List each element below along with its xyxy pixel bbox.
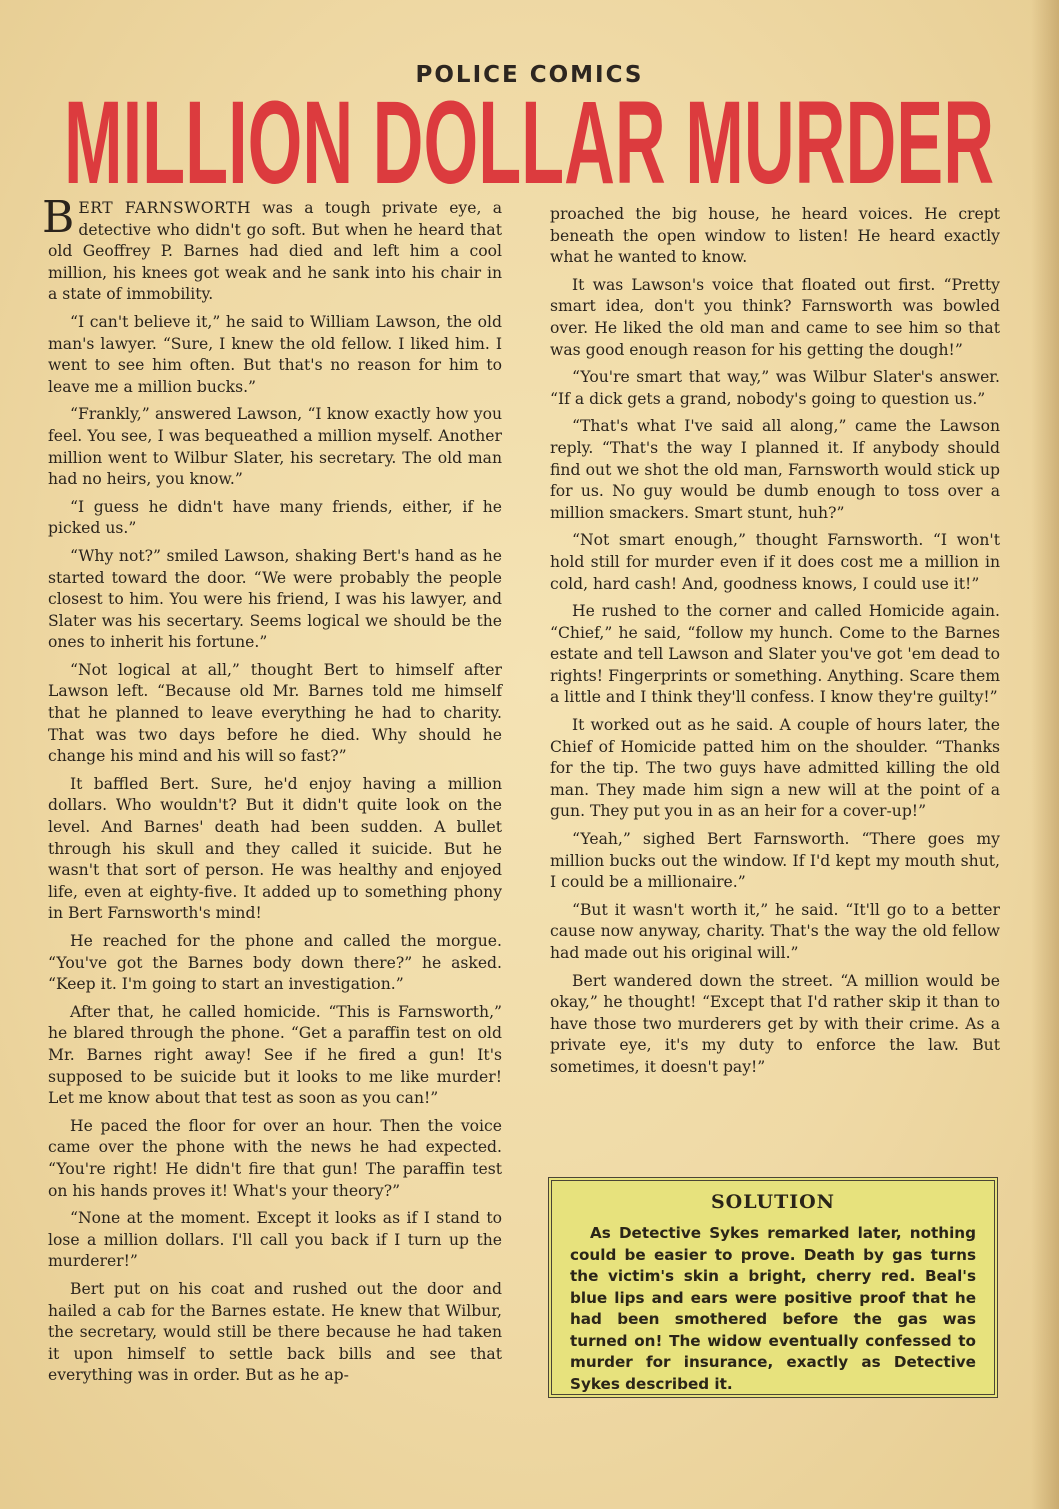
lead-caps: ERT FARNSWORTH <box>78 199 251 217</box>
story-column-right <box>550 204 1000 1085</box>
story-paragraph-5: “Why not?” smiled Lawson, shaking Bert's hand as he started toward the door. “We were probably the people closest to him. You were his friend, I was his lawyer, and Slater was his secertary. Seems logical we should be the ones to inherit his fortune.” <box>48 546 502 652</box>
story-paragraph-21: “But it wasn't worth it,” he said. “It'll go to a better cause now anyway, charity. That's the way the old fellow had made out his original will.” <box>550 900 1000 962</box>
story-paragraph-1-text: was a tough private eye, a detective who didn't go soft. But when he heard that old Geoffrey P. Barnes had died and left him a cool million, his knees got weak and he sank into his chair in a state of immobility. <box>48 199 503 304</box>
story-paragraph-2: “I can't believe it,” he said to William Lawson, the old man's lawyer. “Sure, I knew the old fellow. I liked him. I went to see him often. But that's no reason for him to leave me a million bucks.” <box>48 312 502 396</box>
story-paragraph-3: “Frankly,” answered Lawson, “I know exactly how you feel. You see, I was bequeathed a million myself. Another million went to Wilbur Slater, his secretary. The old man had no heirs, you know.” <box>48 405 502 489</box>
story-paragraph-19: It worked out as he said. A couple of hours later, the Chief of Homicide patted him on the shoulder. “Thanks for the tip. The two guys have admitted killing the old man. They made him sign a new will at the point of a gun. They put you in as an heir for a cover-up!” <box>550 716 1000 821</box>
story-paragraph-12: Bert put on his coat and rushed out the door and hailed a cab for the Barnes estate. He knew that Wilbur, the secretary, would still be there because he had taken it upon himself to settle back bills and see that everything was in order. But as he ap- <box>48 1279 502 1385</box>
title-text: MILLION DOLLAR MURDER <box>64 92 994 192</box>
story-paragraph-6: “Not logical at all,” thought Bert to himself after Lawson left. “Because old Mr. Barnes told me himself that he planned to leave everything he had to charity. That was two days before he died. Why should he change his mind and his will so fast?” <box>48 660 502 766</box>
drop-cap: B <box>42 192 75 243</box>
story-paragraph-16: “That's what I've said all along,” came the Lawson reply. “That's the way I planned it. If anybody should find out we shot the old man, Farnsworth would stick up for us. No guy would be dumb enough to toss over a million smackers. Smart stunt, huh?” <box>550 417 1000 522</box>
story-paragraph-20: “Yeah,” sighed Bert Farnsworth. “There goes my million bucks out the window. If I'd kept my mouth shut, I could be a millionaire.” <box>550 830 1000 892</box>
solution-heading: SOLUTION <box>710 1191 836 1213</box>
story-paragraph-11: “None at the moment. Except it looks as if I stand to lose a million dollars. I'll call you back if I turn up the murderer!” <box>48 1209 502 1271</box>
story-paragraph-17: “Not smart enough,” thought Farnsworth. “I won't hold still for murder even if it does cost me a million in cold, hard cash! And, goodness knows, I could use it!” <box>550 531 1000 593</box>
story-paragraph-22: Bert wandered down the street. “A million would be okay,” he thought! “Except that I'd rather skip it than to have those two murderers get by with their crime. As a private eye, it's my duty to enforce the law. But sometimes, it doesn't pay!” <box>550 971 1000 1076</box>
masthead: POLICE COMICS <box>415 62 644 88</box>
solution-box <box>548 1177 998 1398</box>
story-paragraph-10: He paced the floor for over an hour. Then the voice came over the phone with the news he had expected. “You're right! He didn't fire that gun! The paraffin test on his hands proves it! What's your theory?” <box>48 1116 502 1200</box>
story-paragraph-9: After that, he called homicide. “This is Farnsworth,” he blared through the phone. “Get a paraffin test on old Mr. Barnes right away! See if he fired a gun! It's supposed to be suicide but it looks to me like murder! Let me know about that test as soon as you can!” <box>48 1002 502 1108</box>
story-paragraph-18: He rushed to the corner and called Homicide again. “Chief,” he said, “follow my hunch. Come to the Barnes estate and tell Lawson and Slater you've got 'em dead to rights! Fingerprints or something. Anything. Scare them a little and I think they'll confess. I know they're guilty!” <box>550 602 1000 707</box>
story-column-left <box>42 192 503 1393</box>
story-paragraph-7: It baffled Bert. Sure, he'd enjoy having a million dollars. Who wouldn't? But it didn't quite look on the level. And Barnes' death had been sudden. A bullet through his skull and they called it suicide. But he wasn't that sort of person. He was healthy and enjoyed life, even at eighty-five. It added up to something phony in Bert Farnsworth's mind! <box>48 774 502 923</box>
solution-text: As Detective Sykes remarked later, nothing could be easier to prove. Death by gas turns the victim's skin a bright, cherry red. Beal's blue lips and ears were positive proof that he had been smothered before the gas was turned on! The widow eventually confessed to murder for insurance, exactly as Detective Sykes described it. <box>570 1224 976 1393</box>
story-paragraph-8: He reached for the phone and called the morgue. “You've got the Barnes body down there?” he asked. “Keep it. I'm going to start an investigation.” <box>48 932 502 994</box>
story-paragraph-14: It was Lawson's voice that floated out first. “Pretty smart idea, don't you think? Farnsworth was bowled over. He liked the old man and came to see him so that was good enough reason for his getting the dough!” <box>550 275 1000 359</box>
story-paragraph-13: proached the big house, he heard voices. He crept beneath the open window to listen! He heard exactly what he wanted to know. <box>550 205 1000 267</box>
story-title <box>64 92 994 192</box>
story-paragraph-1 <box>42 192 503 306</box>
title-graphic <box>64 92 994 192</box>
story-paragraph-4: “I guess he didn't have many friends, either, if he picked us.” <box>48 497 502 538</box>
story-paragraph-15: “You're smart that way,” was Wilbur Slater's answer. “If a dick gets a grand, nobody's going to question us.” <box>550 368 1000 408</box>
